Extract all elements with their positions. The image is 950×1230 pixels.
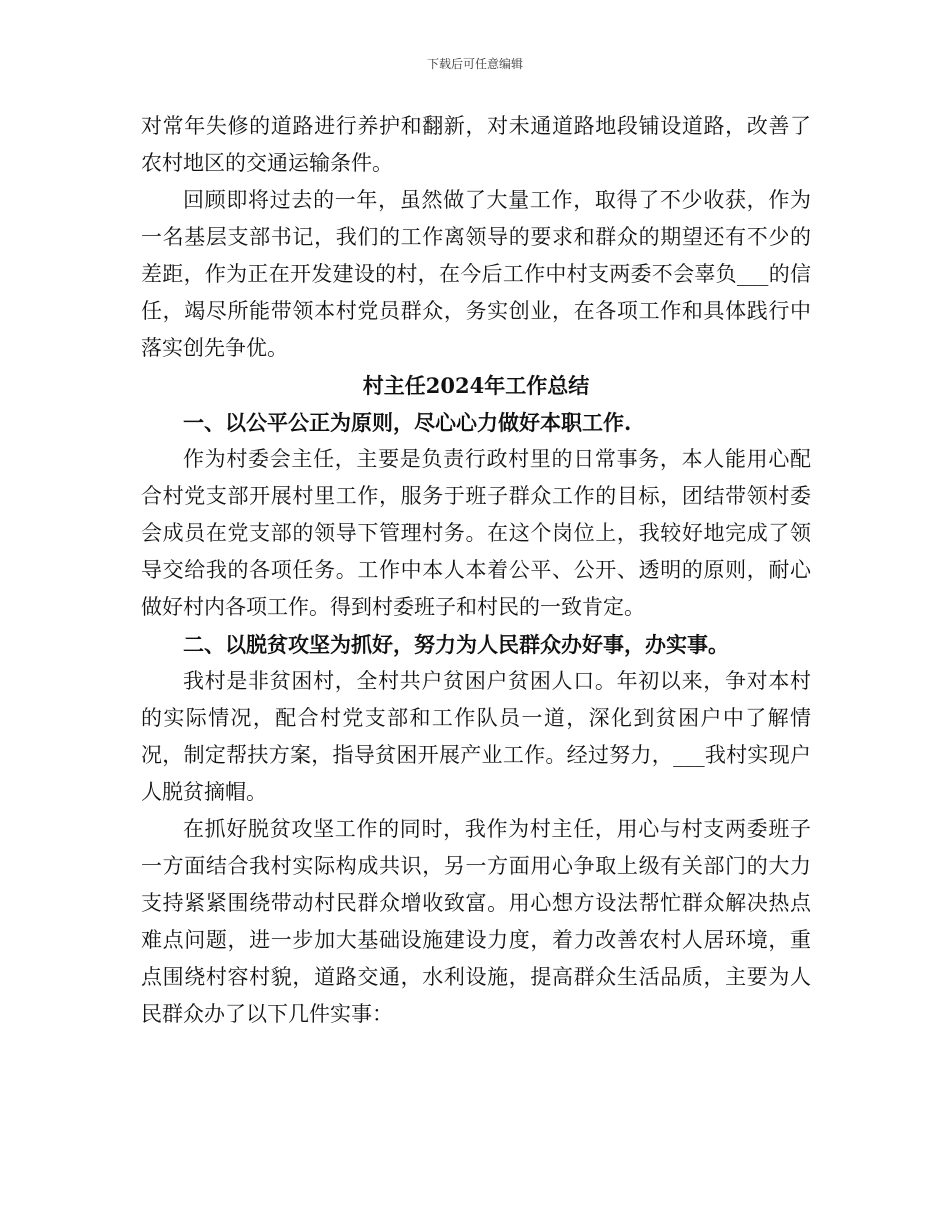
document-title: 村主任2024年工作总结 <box>362 373 590 398</box>
page-header: 下载后可任意编辑 <box>426 57 523 71</box>
document-body <box>141 108 811 1033</box>
paragraph-poverty: 我村是非贫困村，全村共户贫困户贫困人口。年初以来，争对本村的实际情况，配合村党支部和工作队员一道，深化到贫困户中了解情况，制定帮扶方案，指导贫困开展产业工作。经过努力，___我村实现户人脱贫摘帽。 <box>141 669 811 804</box>
paragraph-duties: 作为村委会主任，主要是负责行政村里的日常事务，本人能用心配合村党支部开展村里工作，服务于班子群众工作的目标，团结带领村委会成员在党支部的领导下管理村务。在这个岗位上，我较好地完成了领导交给我的各项任务。工作中本人本着公平、公开、透明的原则，耐心做好村内各项工作。得到村委班子和村民的一致肯定。 <box>141 447 811 619</box>
section-heading-1: 一、以公平公正为原则，尽心心力做好本职工作. <box>183 410 632 435</box>
paragraph-practical-work: 在抓好脱贫攻坚工作的同时，我作为村主任，用心与村支两委班子一方面结合我村实际构成共识，另一方面用心争取上级有关部门的大力支持紧紧围绕带动村民群众增收致富。用心想方设法帮忙群众解决热点难点问题，进一步加大基础设施建设力度，着力改善农村人居环境，重点围绕村容村貌，道路交通，水利设施，提高群众生活品质，主要为人民群众办了以下几件实事： <box>141 817 811 1026</box>
section-heading-2: 二、以脱贫攻坚为抓好，努力为人民群众办好事，办实事。 <box>183 632 729 657</box>
paragraph-road-maintenance: 对常年失修的道路进行养护和翻新，对未通道路地段铺设道路，改善了农村地区的交通运输条件。 <box>141 114 811 175</box>
paragraph-review: 回顾即将过去的一年，虽然做了大量工作，取得了不少收获，作为一名基层支部书记，我们的工作离领导的要求和群众的期望还有不少的差距，作为正在开发建设的村，在今后工作中村支两委不会辜负___的信任，竭尽所能带领本村党员群众，务实创业，在各项工作和具体践行中落实创先争优。 <box>141 188 811 360</box>
